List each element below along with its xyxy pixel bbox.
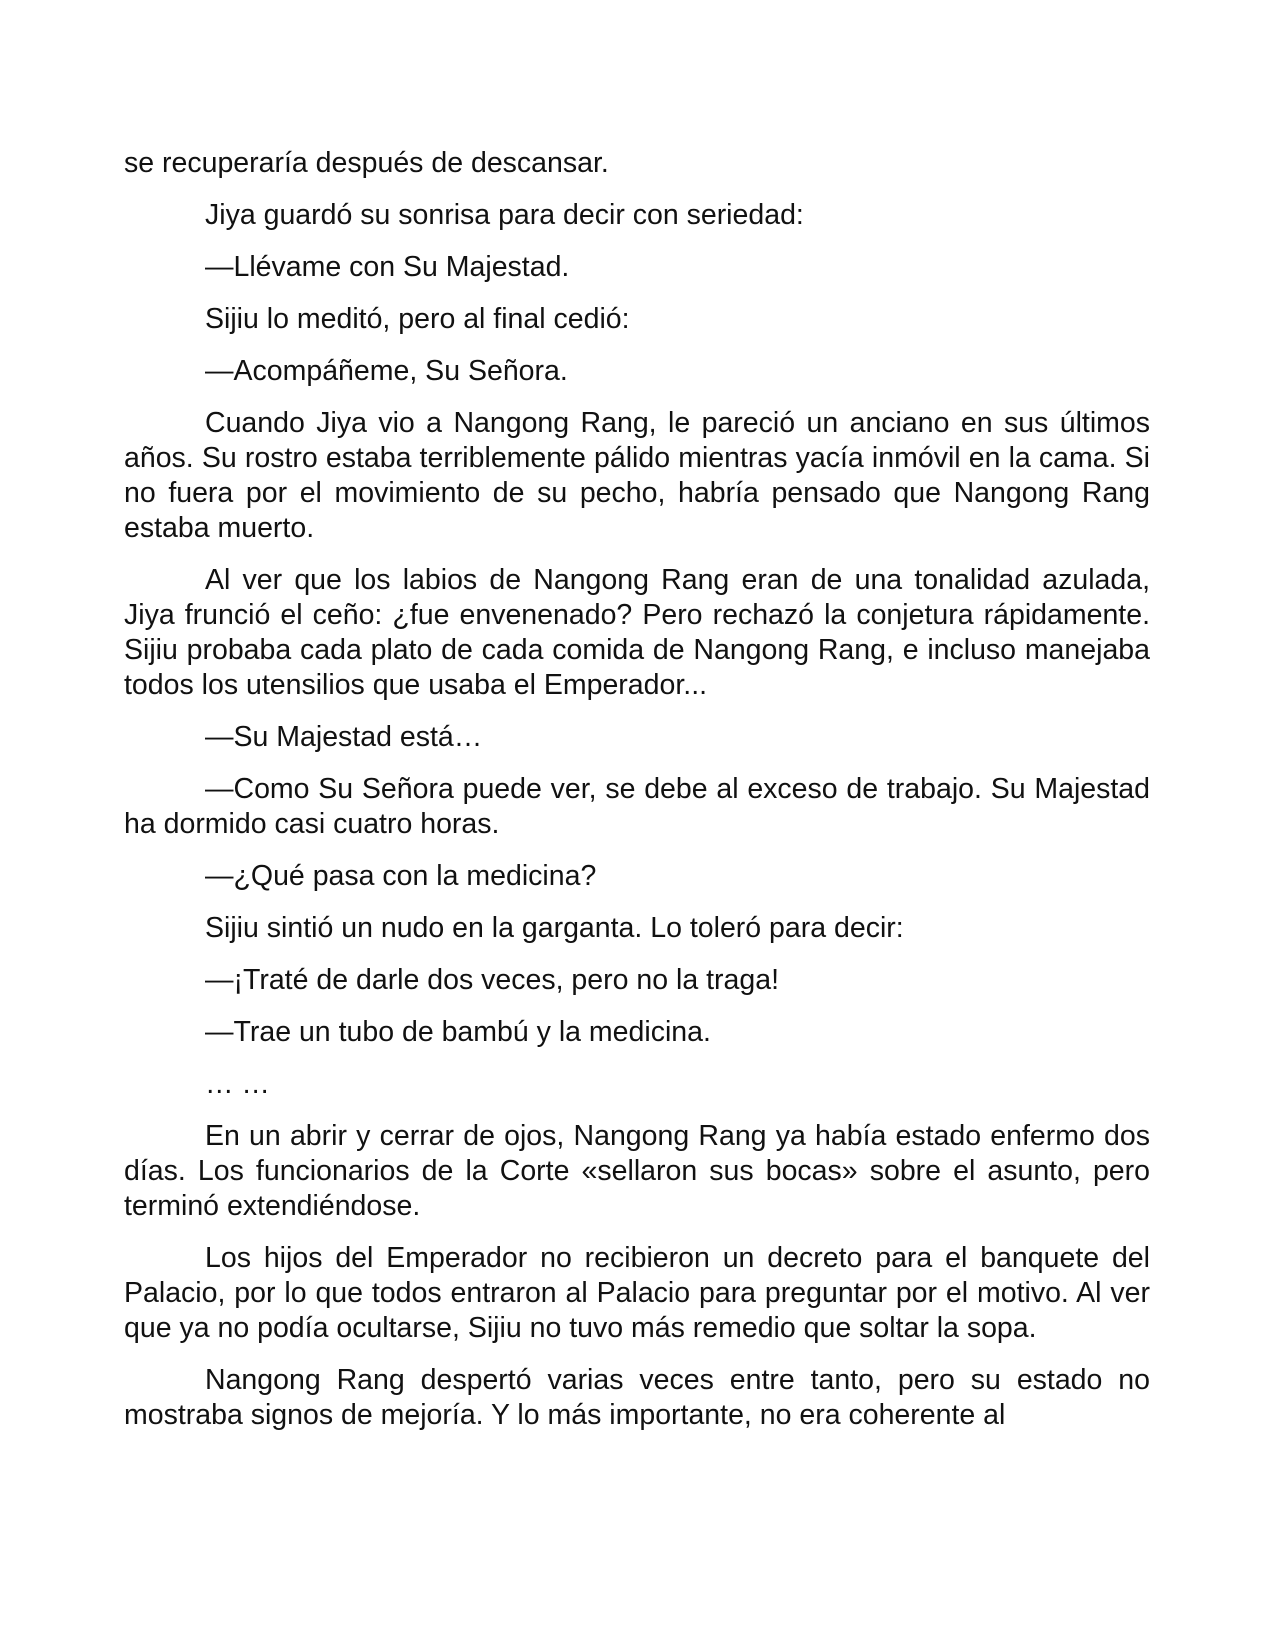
paragraph: Jiya guardó su sonrisa para decir con seriedad: <box>205 199 804 231</box>
paragraph: Sijiu sintió un nudo en la garganta. Lo toleró para decir: <box>205 912 904 944</box>
document-page <box>124 146 1150 1450</box>
dialogue-line: —Llévame con Su Majestad. <box>205 251 570 283</box>
paragraph: se recuperaría después de descansar. <box>124 147 609 179</box>
paragraph: Nangong Rang despertó varias veces entre tanto, pero su estado no mostraba signos de mejoría. Y lo más importante, no era coherente al <box>124 1364 1150 1431</box>
dialogue-line: —Como Su Señora puede ver, se debe al exceso de trabajo. Su Majestad ha dormido casi cuatro horas. <box>124 773 1150 840</box>
dialogue-line: —Acompáñeme, Su Señora. <box>205 355 568 387</box>
dialogue-line: —¿Qué pasa con la medicina? <box>205 860 597 892</box>
dialogue-line: —Su Majestad está… <box>205 721 483 753</box>
paragraph: Sijiu lo meditó, pero al final cedió: <box>205 303 630 335</box>
paragraph: En un abrir y cerrar de ojos, Nangong Rang ya había estado enfermo dos días. Los funcionarios de la Corte «sellaron sus bocas» sobre el asunto, pero terminó extendiéndose. <box>124 1120 1150 1222</box>
paragraph: Al ver que los labios de Nangong Rang eran de una tonalidad azulada, Jiya frunció el ceño: ¿fue envenenado? Pero rechazó la conjetura rápidamente. Sijiu probaba cada plato de cada comida de Nangong Rang, e incluso manejaba todos los utensilios que usaba el Emperador... <box>124 564 1150 701</box>
paragraph: Los hijos del Emperador no recibieron un decreto para el banquete del Palacio, por lo que todos entraron al Palacio para preguntar por el motivo. Al ver que ya no podía ocultarse, Sijiu no tuvo más remedio que soltar la sopa. <box>124 1242 1150 1344</box>
dialogue-line: —¡Traté de darle dos veces, pero no la traga! <box>205 964 779 996</box>
paragraph: Cuando Jiya vio a Nangong Rang, le pareció un anciano en sus últimos años. Su rostro estaba terriblemente pálido mientras yacía inmóvil en la cama. Si no fuera por el movimiento de su pecho, habría pensado que Nangong Rang estaba muerto. <box>124 407 1150 544</box>
scene-break: … … <box>205 1068 270 1100</box>
dialogue-line: —Trae un tubo de bambú y la medicina. <box>205 1016 711 1048</box>
